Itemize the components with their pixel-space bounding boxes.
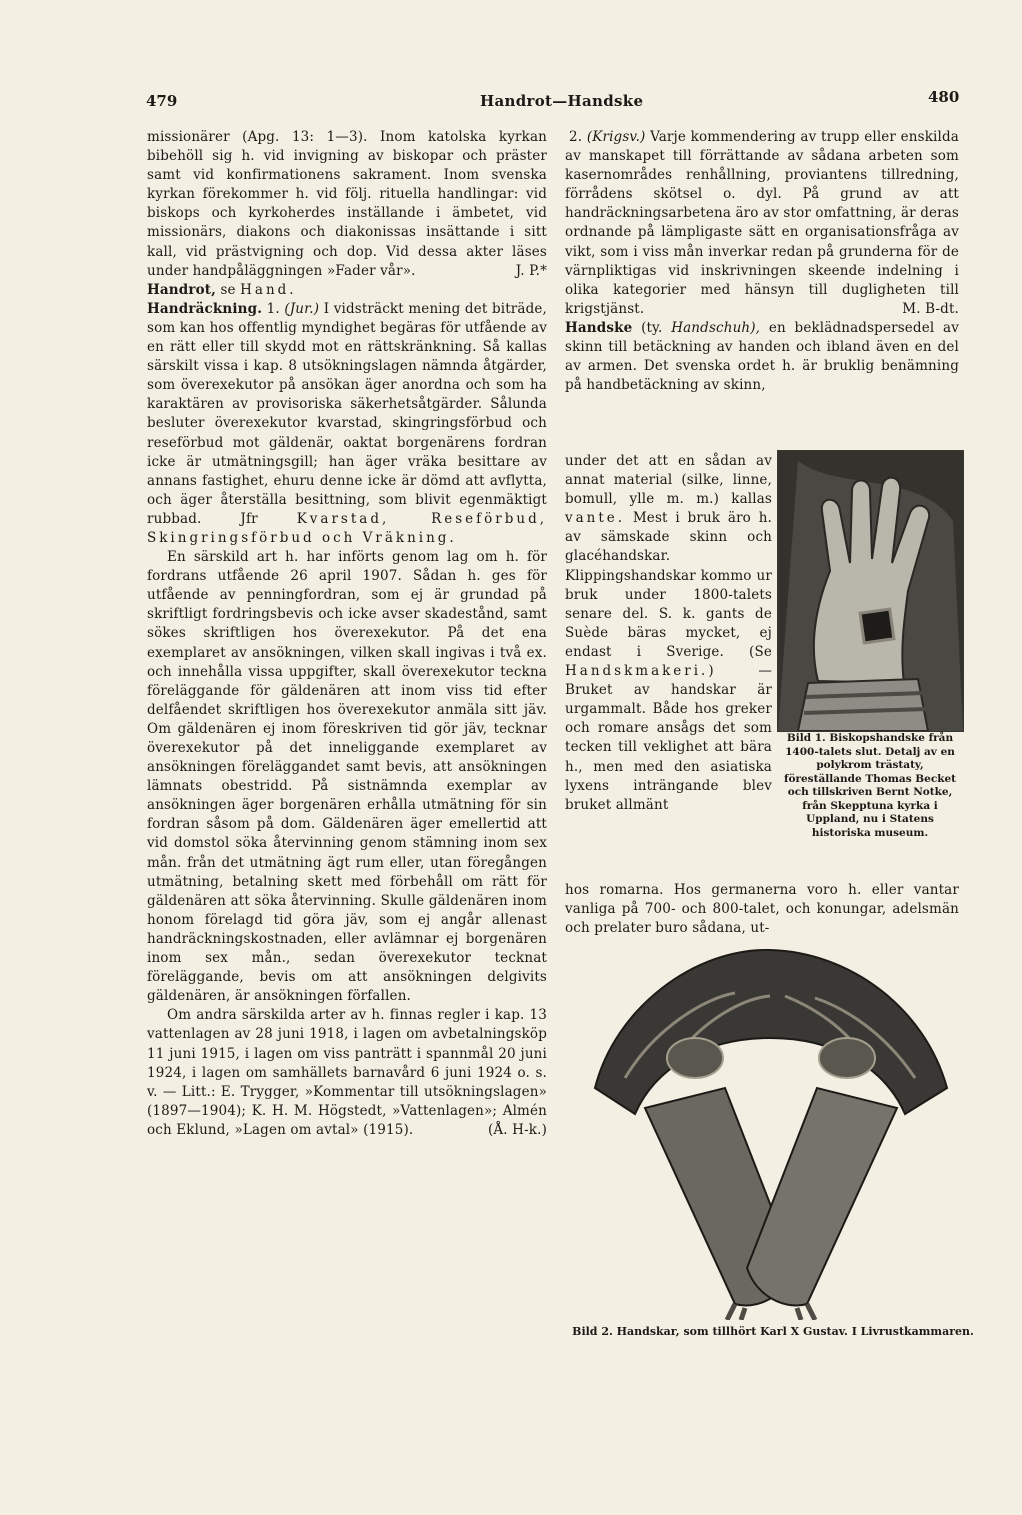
flow-text-beside-figure: under det att en sådan av annat material (silke, linne, bomull, ylle m. m.) kallas vante. Mest i bruk äro h. av sämskade skinn och glacéhandskar. Klippingshandskar kommo ur bruk under 1800-talets senare del. S. k. gants de Suède bäras mycket, ej endast i Sverige. (Se Handskmakeri.) — Bruket av handskar är urgammalt. Både hos greker och romare ansågs det som tecken till veklighet att bära h., men med den asiatiska lyxens inträngande blev bruket allmänt xyxy=(565,453,772,813)
cross-refs: Kvarstad, Reseförbud, Skingringsförbud och Vräkning. xyxy=(147,510,547,546)
entry-head-handrot: Handrot, xyxy=(147,281,217,298)
running-title: Handrot—Handske xyxy=(480,92,644,110)
entry-head-handske: Handske xyxy=(565,319,633,336)
bishop-glove-illustration xyxy=(778,451,963,731)
figure-gloves-karl-x xyxy=(585,938,957,1320)
paragraph-krigsv: 2. (Krigsv.) Varje kommendering av trupp eller enskilda av manskapet till förrättande av sådana arbeten som kasernområdes renhållning, proviantens tillredning, förrådens skötsel o. dyl. På grund av att handräckningsarbetena äro av stor omfattning, är deras ordnande på lämpligaste sätt en organisationsfråga av vikt, som i viss mån inverkar redan på grunderna för de värnpliktigas vid inskrivningen skeende indelning i olika kategorier med hänsyn till dugligheten till krigstjänst. M. B-dt. xyxy=(565,128,959,319)
figure1-caption: Bild 1. Biskopshandske från 1400-talets slut. Detalj av en polykrom trästaty, föreställande Thomas Becket och tillskriven Bernt Notke, från Skepptuna kyrka i Uppland, nu i Statens historiska museum. xyxy=(783,732,957,839)
left-column xyxy=(147,128,547,1140)
entry-head-handrackning: Handräckning. xyxy=(147,300,263,317)
paragraph-missionarer: missionärer (Apg. 13: 1—3). Inom katolska kyrkan bibehöll sig h. vid invigning av biskopar och präster samt vid konfirmationens sakrament. Inom svenska kyrkan förekommer h. vid följ. rituella handlingar: vid biskops och kyrkoherdes inställande i ämbetet, vid missionärs, diakons och diakonissas insättande i sitt kall, vid prästvigning och dop. Vid dessa akter läses under handpåläggningen »Fader vår». J. P.* xyxy=(147,128,547,281)
right-column xyxy=(565,128,959,395)
entry-handrot: Handrot, se Hand. xyxy=(147,281,297,298)
full-width-text: hos romarna. Hos germanerna voro h. eller vantar vanliga på 700- och 800-talet, och konungar, adelsmän och prelater buro sådana, ut- xyxy=(565,882,959,937)
page-number-left: 479 xyxy=(146,92,178,110)
signature-ahk: (Å. H-k.) xyxy=(487,1121,547,1138)
signature-mbdt: M. B-dt. xyxy=(902,300,959,317)
figure2-caption: Bild 2. Handskar, som tillhört Karl X Gustav. I Livrustkammaren. xyxy=(572,1325,974,1338)
signature-jp: J. P.* xyxy=(515,262,547,279)
paragraph-lag-1907: En särskild art h. har införts genom lag om h. för fordrans utfående 26 april 1907. Sådan h. ges för utfående av penningfordran, som ej är grundad på skriftligt fordringsbevis och icke avser skadestånd, samt sökes skriftligen hos överexekutor. På det ena exemplaret av ansökningen, vilken skall ingivas i två ex. och innehålla vissa uppgifter, skall överexekutor teckna föreläggande för gäldenären att inom viss tid efter delfåendet skriftligen hos överexekutor anmäla sitt jäv. Om gäldenären ej inom föreskriven tid gör jäv, tecknar överexekutor på det inneliggande exemplaret av ansökningen föreläggandet samt bevis, att ansökningen lämnats obestridd. På sistnämnda exemplar av ansökningen äger borgenären erhålla utmätning för sin fordran såsom på dom. Gäldenären äger emellertid att vid domstol söka återvinning genom stämning inom sex mån. från det utmätning ägt rum eller, utan föregången utmätning, betalning skett med förbehåll om rätt för gäldenären att söka återvinning. Skulle gäldenären inom honom förelagd tid göra jäv, som ej angår allenast handräckningskostnaden, eller avlämnar ej borgenären inom sex mån., sedan överexekutor tecknat föreläggande, bevis om att ansökningen delgivits gäldenären, är ansökningen förfallen. xyxy=(147,549,547,1005)
entry-handske: Handske (ty. Handschuh), en beklädnadspersedel av skinn till betäckning av handen och ibland även en del av armen. Det svenska ordet h. är bruklig benämning på handbetäckning av skinn, xyxy=(565,319,959,394)
figure-bishop-glove xyxy=(777,450,964,732)
cross-ref-hand: Hand. xyxy=(240,281,297,298)
term-vante: vante. xyxy=(565,510,626,527)
gloves-illustration xyxy=(585,938,957,1320)
paragraph-andra-arter: Om andra särskilda arter av h. finnas regler i kap. 13 vattenlagen av 28 juni 1918, i lagen om avbetalningsköp 11 juni 1915, i lagen om viss panträtt i spannmål 20 juni 1924, i lagen om samhällets barnavård 6 juni 1924 o. s. v. — Litt.: E. Trygger, »Kommentar till utsökningslagen» (1897—1904); K. H. M. Högstedt, »Vattenlagen»; Almén och Eklund, »Lagen om avtal» (1915). (Å. H-k.) xyxy=(147,1006,547,1140)
cross-ref-handskmakeri: Handskmakeri.) xyxy=(565,663,717,680)
entry-handrackning: Handräckning. 1. (Jur.) I vidsträckt mening det biträde, som kan hos offentlig myndighet begäras för utfående av en rätt eller till skydd mot en rättskränkning. Så kallas särskilt vissa i kap. 8 utsökningslagen nämnda åtgärder, som överexekutor på ansökan äger anordna och som ha karaktären av provisoriska säkerhetsåtgärder. Sålunda besluter överexekutor kvarstad, skingringsförbud och reseförbud mot gäldenär, oaktat borgenärens fordran icke är utmätningsgill; han äger vräka besittare av annans fastighet, ehuru denne icke är dömd att avflytta, och äger återställa besittning, som blivit egenmäktigt rubbad. Jfr Kvarstad, Reseförbud, Skingringsförbud och Vräkning. xyxy=(147,300,547,546)
page-number-right: 480 xyxy=(928,88,960,106)
